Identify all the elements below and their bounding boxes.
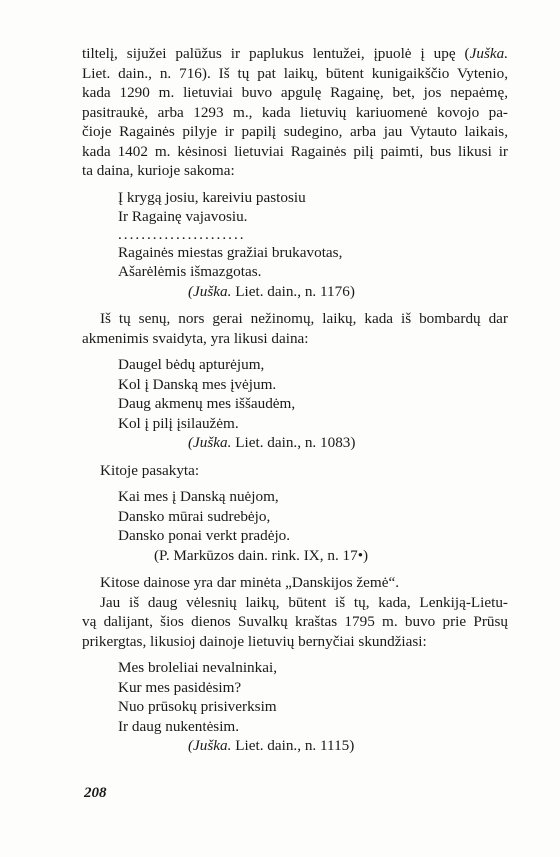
page-text	[82, 44, 508, 764]
text-line: Jau iš daug vėlesnių laikų, būtent iš tų, kada, Lenkiją-Lietu-	[100, 593, 508, 611]
song-verse-4	[82, 658, 508, 756]
text-line: akmenimis svaidyta, yra likusi daina:	[82, 329, 309, 347]
paragraph-5	[82, 593, 508, 652]
verse-line: Mes broleliai nevalninkai,	[118, 659, 278, 676]
verse-line: Dansko ponai verkt pradėjo.	[118, 527, 291, 544]
verse-source	[118, 282, 508, 302]
verse-line: Ir daug nukentėsim.	[118, 717, 240, 735]
source-reference: Liet. dain., n. 1115)	[231, 737, 355, 754]
verse-line: Į krygą josiu, kareiviu pastosiu	[118, 188, 306, 206]
verse-source	[118, 736, 508, 756]
source-author: (Juška.	[188, 737, 232, 754]
source-reference: Liet. dain., n. 1176)	[231, 282, 355, 300]
verse-line: Kai mes į Danską nuėjom,	[118, 488, 279, 505]
verse-line: Nuo prūsokų prisiverksim	[118, 698, 277, 715]
omission-dots: ......................	[118, 225, 246, 243]
text-line: Liet. dain., n. 716). Iš tų pat laikų, būtent kunigaikščio Vytenio,	[82, 64, 508, 82]
source-author: (Juška.	[188, 434, 232, 451]
paragraph-4: Kitose dainose yra dar minėta „Danskijos žemė“.	[100, 574, 400, 591]
song-verse-2	[82, 355, 508, 453]
page-number: 208	[84, 785, 107, 801]
source-author: Juška.	[469, 45, 508, 62]
verse-line: Ir Ragainę vajavosiu.	[118, 208, 248, 225]
verse-line: Dansko mūrai sudrebėjo,	[118, 507, 271, 525]
text-line: ta daina, kurioje sakoma:	[82, 162, 235, 179]
verse-line: Daugel bėdų apturėjum,	[118, 356, 265, 373]
verse-line: Daug akmenų mes iššaudėm,	[118, 395, 296, 412]
paragraph-2	[82, 309, 508, 348]
verse-source	[118, 433, 508, 453]
paragraph-1	[82, 44, 508, 181]
verse-line: Ragainės miestas gražiai brukavotas,	[118, 243, 343, 261]
text-line: pasitraukė, arba 1293 m., kada lietuvių kariuomenė kovojo pa-	[82, 103, 508, 121]
verse-line: Kol į Danską mes įvėjum.	[118, 375, 277, 393]
text-line: kada 1402 m. kėsinosi lietuviai Ragainės pilį paimti, bus likusi ir	[82, 142, 508, 160]
source-reference: Liet. dain., n. 1083)	[231, 434, 356, 451]
song-verse-3	[82, 487, 508, 565]
text-line: prikergtas, likusioj dainoje lietuvių bernyčiai skundžiasi:	[82, 632, 427, 650]
text-line: tiltelį, sijužei palūžus ir paplukus lentužei, įpuolė į upę (Juška.	[82, 45, 508, 62]
text-line: Iš tų senų, nors gerai nežinomų, laikų, kada iš bombardų dar	[100, 310, 508, 327]
verse-line: Kol į pilį įsilaužėm.	[118, 414, 239, 432]
text-line: čioje Ragainės pilyje ir papilį sudegino, arba jau Vytauto laikais,	[82, 123, 508, 140]
text-line: vą dalijant, šios dienos Suvalkų kraštas 1795 m. buvo prie Prūsų	[82, 613, 508, 630]
verse-line: Ašarėlėmis išmazgotas.	[118, 263, 262, 280]
verse-source: (P. Markūzos dain. rink. IX, n. 17•)	[154, 546, 369, 564]
song-verse-1	[82, 188, 508, 302]
text-line: kada 1290 m. lietuviai buvo apgulę Ragainę, bet, jos nepaėmę,	[82, 84, 508, 101]
source-author: (Juška.	[188, 282, 232, 300]
paragraph-3: Kitoje pasakyta:	[100, 461, 200, 479]
verse-line: Kur mes pasidėsim?	[118, 678, 242, 696]
